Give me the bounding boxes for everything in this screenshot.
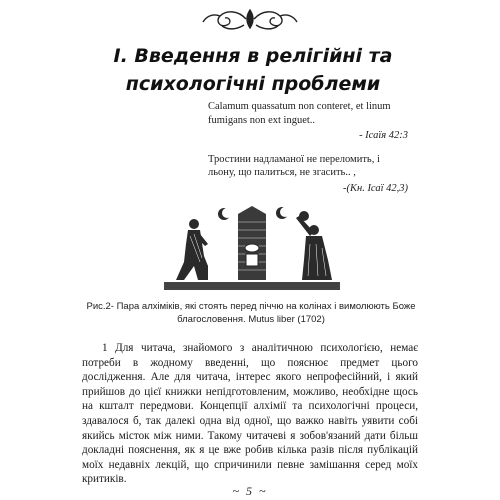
- chapter-title: І. Введення в релігійні та психологічні проблеми: [113, 45, 393, 95]
- epigraph-reference: -(Кн. Ісаї 42,3): [343, 182, 408, 194]
- epigraphs: [208, 100, 408, 195]
- epigraph-latin: [208, 100, 408, 143]
- page-number: ~ 5 ~: [232, 484, 268, 498]
- epigraph-ukrainian: [208, 153, 408, 196]
- ornament-header-icon: [200, 6, 300, 32]
- figure-caption: Рис.2- Пара алхіміків, які стоять перед піччю на колінах і вимолюють Боже благословення. Mutus liber (1702): [86, 301, 416, 325]
- epigraph-text: Calamum quassatum non conteret, et linum fumigans non ext inguet..: [208, 101, 391, 126]
- epigraph-text: Тростини надламаної не переломить, і льону, що палиться, не згасить.. ,: [208, 153, 380, 178]
- epigraph-reference: - Ісаїя 42:3: [359, 130, 408, 141]
- alchemists-engraving-image: [164, 204, 340, 290]
- body-paragraph: 1 Для читача, знайомого з аналітичною психологією, немає потреби в жодному введенні, що пояснює предмет цього дослідження. Але для читача, інтерес якого непрофесійний, і який прийшов до цієї книжки непідготовленим, можливо, необхідне щось на кшталт передмови. Концепції алхімії та психологічні процеси, здавалося б, так далекі одна від одної, що важко навіть уявити собі якийсь місток між ними. Такому читачеві я зобов'язаний дати більш докладні пояснення, як я це вже робив кілька разів після публікацій моїх недавніх лекцій, що спричинили певне замішання серед моїх критиків.: [82, 342, 418, 486]
